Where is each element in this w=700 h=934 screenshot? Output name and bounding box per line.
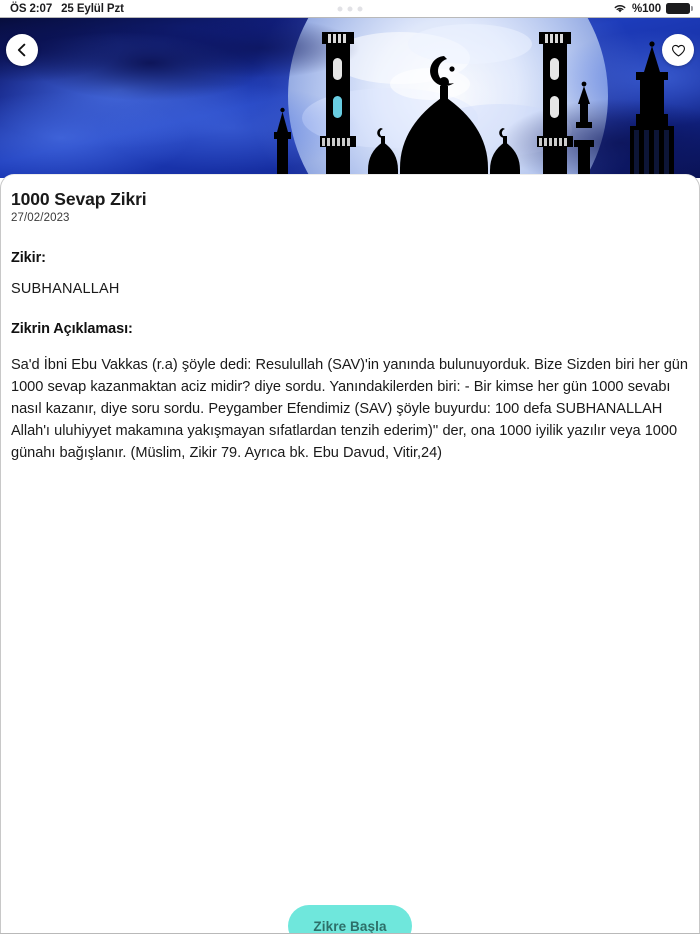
chevron-left-icon: [14, 42, 30, 58]
start-zikir-button[interactable]: [288, 905, 412, 934]
page-title: 1000 Sevap Zikri: [11, 189, 147, 209]
status-bar-right: [613, 3, 690, 15]
status-bar-left: [10, 3, 124, 15]
page-date: 27/02/2023: [11, 212, 70, 225]
status-date: 25 Eylül Pzt: [61, 2, 124, 15]
zikir-label: Zikir:: [11, 250, 46, 267]
content-card-inner: [1, 175, 699, 464]
heart-outline-icon: [670, 42, 687, 59]
status-dots-icon: [338, 6, 363, 11]
start-zikir-button-label: Zikre Başla: [313, 918, 387, 934]
wifi-icon: [613, 3, 627, 14]
hero-image: [0, 18, 700, 178]
mosque-night-illustration: [0, 18, 700, 178]
status-bar: [0, 0, 700, 18]
favorite-button[interactable]: [662, 34, 694, 66]
description-label: Zikrin Açıklaması:: [11, 321, 133, 338]
battery-percent-label: %100: [631, 2, 661, 15]
status-time: ÖS 2:07: [10, 2, 53, 15]
back-button[interactable]: [6, 34, 38, 66]
battery-full-icon: [666, 3, 690, 14]
content-card: [0, 174, 700, 934]
description-body: Sa'd İbni Ebu Vakkas (r.a) şöyle dedi: Resulullah (SAV)'in yanında bulunuyorduk. Bize Sizden biri her gün 1000 sevap kazanmaktan aciz midir? diye sordu. Yanındakilerden biri: - Bir kimse her gün 1000 sevabı nasıl kazanır, diye soru sordu. Peygamber Efendimiz (SAV) şöyle buyurdu: 100 defa SUBHANALLAH Allah'ı uluhiyyet makamına yakışmayan sıfatlardan tenzih ederim)'' der, ona 1000 iyilik yazılır veya 1000 günahı bağışlanır. (Müslim, Zikir 79. Ayrıca bk. Ebu Davud, Vitir,24): [11, 357, 688, 462]
zikir-value: SUBHANALLAH: [11, 281, 120, 298]
